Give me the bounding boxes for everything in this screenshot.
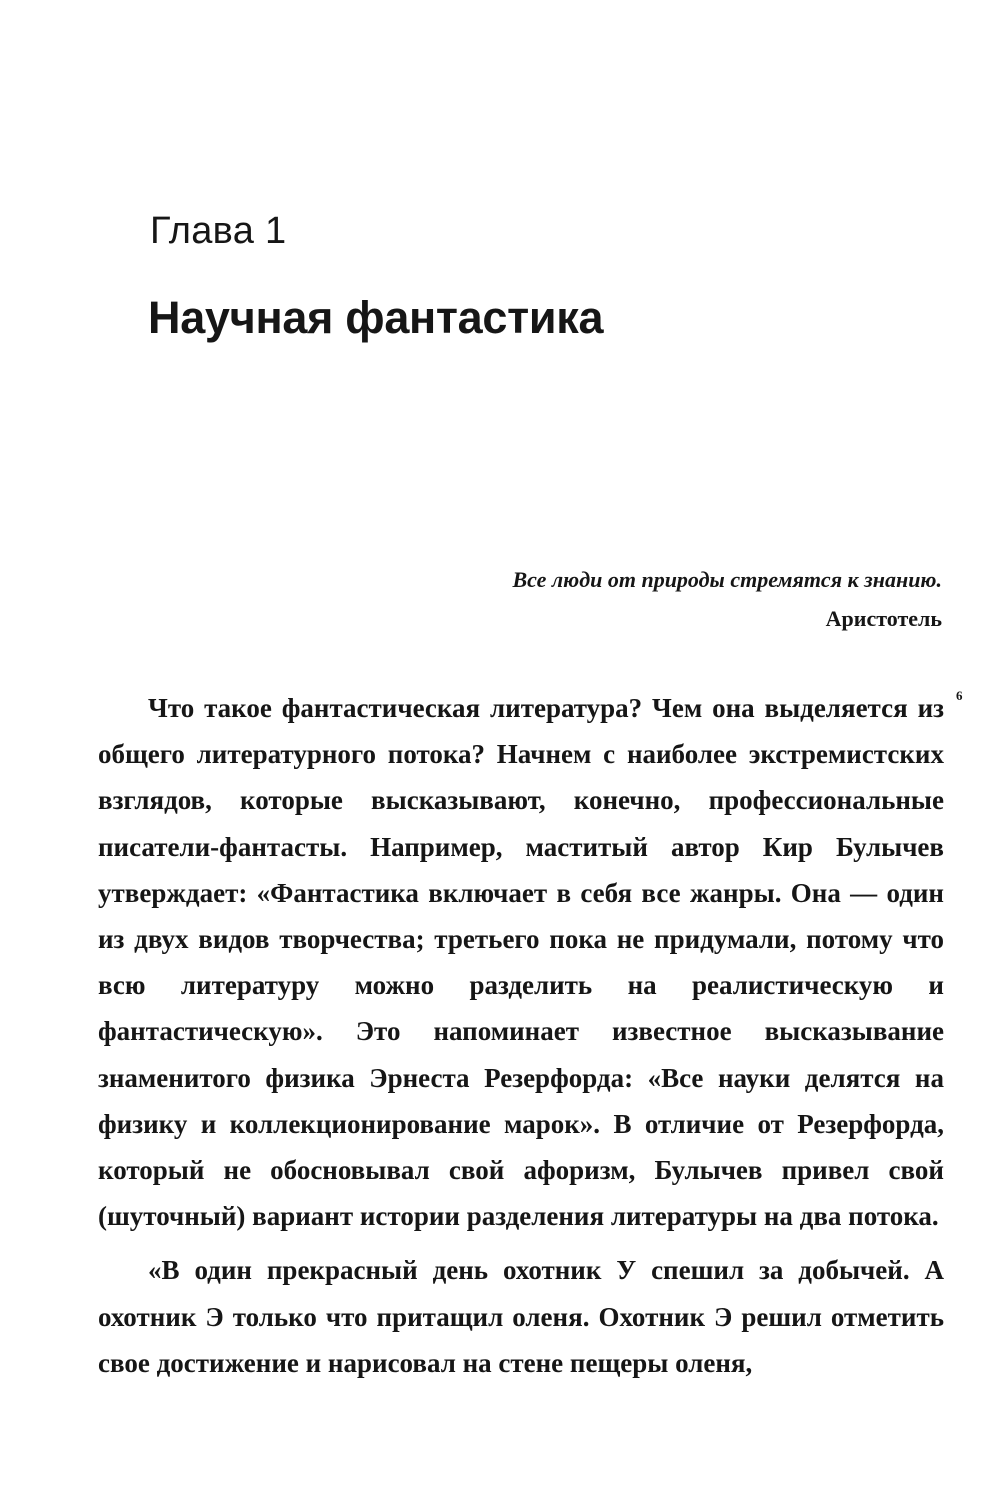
chapter-label: Глава 1 bbox=[150, 210, 287, 252]
chapter-title: Научная фантастика bbox=[148, 292, 604, 343]
paragraph: Что такое фантастическая литература? Чем она выделяется из общего литературного потока? Начнем с наиболее экстремистских взглядов, которые высказывают, конечно, профессиональные писатели-фантасты. Например, маститый автор Кир Булычев утверждает: «Фантастика включает в себя все жанры. Она — один из двух видов творчества; третьего пока не придумали, потому что всю литературу можно разделить на реалистическую и фантастическую». Это напоминает известное высказывание знаменитого физика Эрнеста Резерфорда: «Все науки делятся на физику и коллекционирование марок». В отличие от Резерфорда, который не обосновывал свой афоризм, Булычев привел свой (шуточный) вариант истории разделения литературы на два потока. bbox=[98, 693, 944, 1232]
body-text bbox=[98, 685, 944, 1386]
epigraph-quote: Все люди от природы стремятся к знанию. bbox=[512, 567, 942, 592]
side-mark: 6 bbox=[956, 688, 963, 703]
paragraph: «В один прекрасный день охотник У спешил за добычей. А охотник Э только что притащил оленя. Охотник Э решил отметить свое достижение и нарисовал на стене пещеры оленя, bbox=[98, 1255, 944, 1378]
epigraph-author: Аристотель bbox=[825, 606, 942, 631]
epigraph bbox=[512, 560, 942, 638]
